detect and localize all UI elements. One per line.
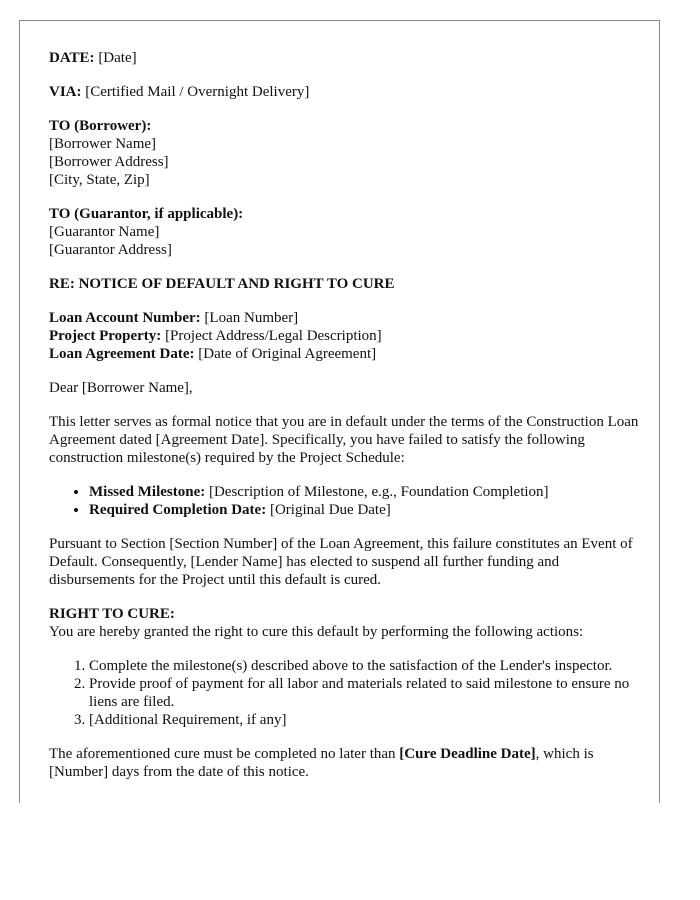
letter-page [19, 20, 660, 803]
list-item: 2. Provide proof of payment for all labor and materials related to said milestone to ensure no liens are filed. [89, 675, 639, 711]
right-to-cure-section [49, 605, 639, 641]
loan-details [49, 309, 639, 363]
borrower-address: [Borrower Address] [49, 154, 169, 170]
cure-deadline-date: [Cure Deadline Date] [399, 746, 536, 762]
milestone-list [49, 483, 639, 519]
project-property-value: [Project Address/Legal Description] [165, 328, 382, 344]
date-label: DATE: [49, 50, 95, 66]
borrower-label: TO (Borrower): [49, 118, 152, 134]
borrower-address-block [49, 117, 639, 189]
required-date-value: [Original Due Date] [269, 502, 391, 518]
consequence-paragraph: Pursuant to Section [Section Number] of the Loan Agreement, this failure constitutes an Event of Default. Consequently, [Lender Name] has elected to suspend all further funding and disbursements for the Project until this default is cured. [49, 536, 633, 588]
list-item: 3. [Additional Requirement, if any] [89, 711, 639, 729]
deadline-text-before: The aforementioned cure must be completed no later than [49, 746, 400, 762]
date-line [49, 49, 639, 67]
guarantor-address-block [49, 205, 639, 259]
right-to-cure-heading: RIGHT TO CURE: [49, 606, 175, 622]
cure-actions-list [49, 657, 639, 729]
letter-content [49, 49, 639, 797]
project-property-label: Project Property: [49, 328, 162, 344]
right-to-cure-intro: You are hereby granted the right to cure this default by performing the following actions: [49, 624, 584, 640]
date-value: [Date] [98, 50, 137, 66]
via-line [49, 83, 639, 101]
loan-account-label: Loan Account Number: [49, 310, 201, 326]
intro-paragraph: This letter serves as formal notice that you are in default under the terms of the Construction Loan Agreement dated [Agreement Date]. Specifically, you have failed to satisfy the following construction milestone(s) required by the Project Schedule: [49, 414, 639, 466]
borrower-name: [Borrower Name] [49, 136, 157, 152]
guarantor-label: TO (Guarantor, if applicable): [49, 206, 244, 222]
deadline-paragraph [49, 745, 639, 781]
borrower-city-state-zip: [City, State, Zip] [49, 172, 150, 188]
re-line [49, 275, 639, 293]
required-date-label: Required Completion Date: [89, 502, 267, 518]
loan-agreement-date-label: Loan Agreement Date: [49, 346, 195, 362]
guarantor-name: [Guarantor Name] [49, 224, 160, 240]
loan-agreement-date-value: [Date of Original Agreement] [198, 346, 377, 362]
list-item: 1. Complete the milestone(s) described above to the satisfaction of the Lender's inspector. [89, 657, 639, 675]
missed-milestone-label: Missed Milestone: [89, 484, 206, 500]
via-value: [Certified Mail / Overnight Delivery] [85, 84, 310, 100]
missed-milestone-value: [Description of Milestone, e.g., Foundation Completion] [208, 484, 549, 500]
re-subject: RE: NOTICE OF DEFAULT AND RIGHT TO CURE [49, 276, 395, 292]
salutation: Dear [Borrower Name], [49, 380, 193, 396]
list-item [89, 501, 639, 519]
loan-account-value: [Loan Number] [204, 310, 299, 326]
guarantor-address: [Guarantor Address] [49, 242, 172, 258]
via-label: VIA: [49, 84, 82, 100]
deadline-text-after: , which is [Number] days from the date of this notice. [49, 746, 594, 780]
list-item [89, 483, 639, 501]
